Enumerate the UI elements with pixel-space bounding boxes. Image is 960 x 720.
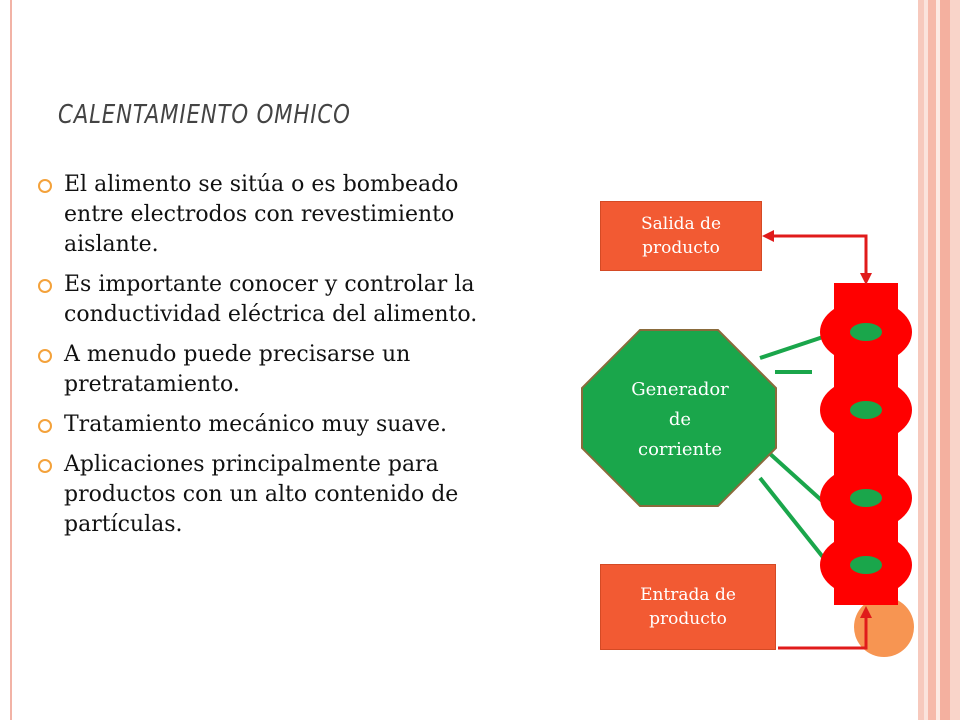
bullet-item: Es importante conocer y controlar la conductividad eléctrica del alimento. [38, 270, 508, 330]
outlet-arrow-head [762, 230, 774, 242]
bullet-item: Aplicaciones principalmente para productos con un alto contenido de partículas. [38, 450, 508, 540]
wire-1 [760, 336, 826, 358]
electrode-1 [850, 323, 882, 341]
bullet-item: Tratamiento mecánico muy suave. [38, 410, 508, 440]
outlet-flow-arrow [766, 236, 866, 280]
inlet-box: Entrada de producto [600, 564, 776, 650]
electrode-3 [850, 489, 882, 507]
generator-label: Generador de corriente [631, 379, 729, 460]
electrode-2 [850, 401, 882, 419]
electrode-4 [850, 556, 882, 574]
inlet-flow-arrow [778, 612, 866, 648]
wire-4 [760, 478, 830, 566]
bullet-item: El alimento se sitúa o es bombeado entre electrodos con revestimiento aislante. [38, 170, 508, 260]
outlet-box: Salida de producto [600, 201, 762, 271]
bullet-item: A menudo puede precisarse un pretratamiento. [38, 340, 508, 400]
slide-title: CALENTAMIENTO OMHICO [58, 100, 351, 130]
